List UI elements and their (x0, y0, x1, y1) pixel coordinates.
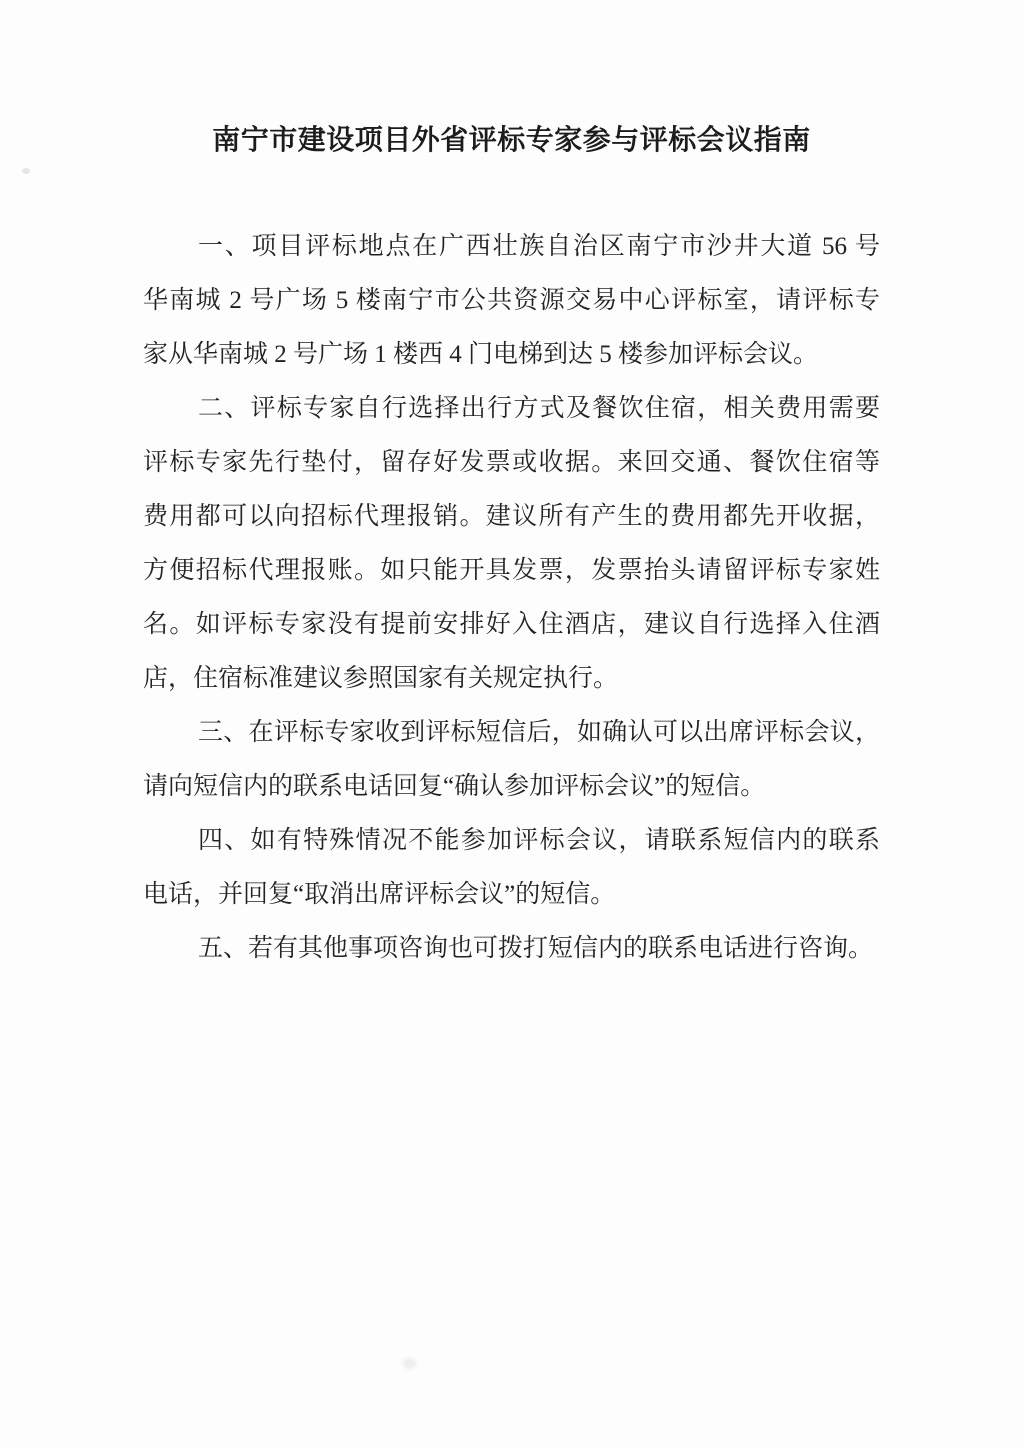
text-line: 方便招标代理报账。如只能开具发票，发票抬头请留评标专家姓 (143, 557, 880, 584)
text-line: 费用都可以向招标代理报销。建议所有产生的费用都先开收据， (143, 503, 880, 530)
document-title: 南宁市建设项目外省评标专家参与评标会议指南 (212, 125, 811, 156)
document-body (143, 220, 880, 976)
text-line: 请向短信内的联系电话回复“确认参加评标会议”的短信。 (143, 773, 766, 800)
text-line: 店，住宿标准建议参照国家有关规定执行。 (143, 665, 619, 692)
text-line: 二、评标专家自行选择出行方式及餐饮住宿，相关费用需要 (198, 395, 880, 422)
text-line: 电话，并回复“取消出席评标会议”的短信。 (143, 881, 616, 908)
scan-speck (404, 1359, 415, 1368)
text-line: 名。如评标专家没有提前安排好入住酒店，建议自行选择入住酒 (143, 611, 880, 638)
text-line: 五、若有其他事项咨询也可拨打短信内的联系电话进行咨询。 (198, 935, 874, 962)
scan-speck (22, 168, 30, 174)
text-line: 华南城 2 号广场 5 楼南宁市公共资源交易中心评标室，请评标专 (143, 287, 880, 314)
text-line: 三、在评标专家收到评标短信后，如确认可以出席评标会议， (198, 719, 880, 746)
text-line: 一、项目评标地点在广西壮族自治区南宁市沙井大道 56 号 (198, 233, 880, 260)
text-line: 四、如有特殊情况不能参加评标会议，请联系短信内的联系 (198, 827, 880, 854)
text-line: 家从华南城 2 号广场 1 楼西 4 门电梯到达 5 楼参加评标会议。 (143, 341, 819, 368)
text-line: 评标专家先行垫付，留存好发票或收据。来回交通、餐饮住宿等 (143, 449, 880, 476)
